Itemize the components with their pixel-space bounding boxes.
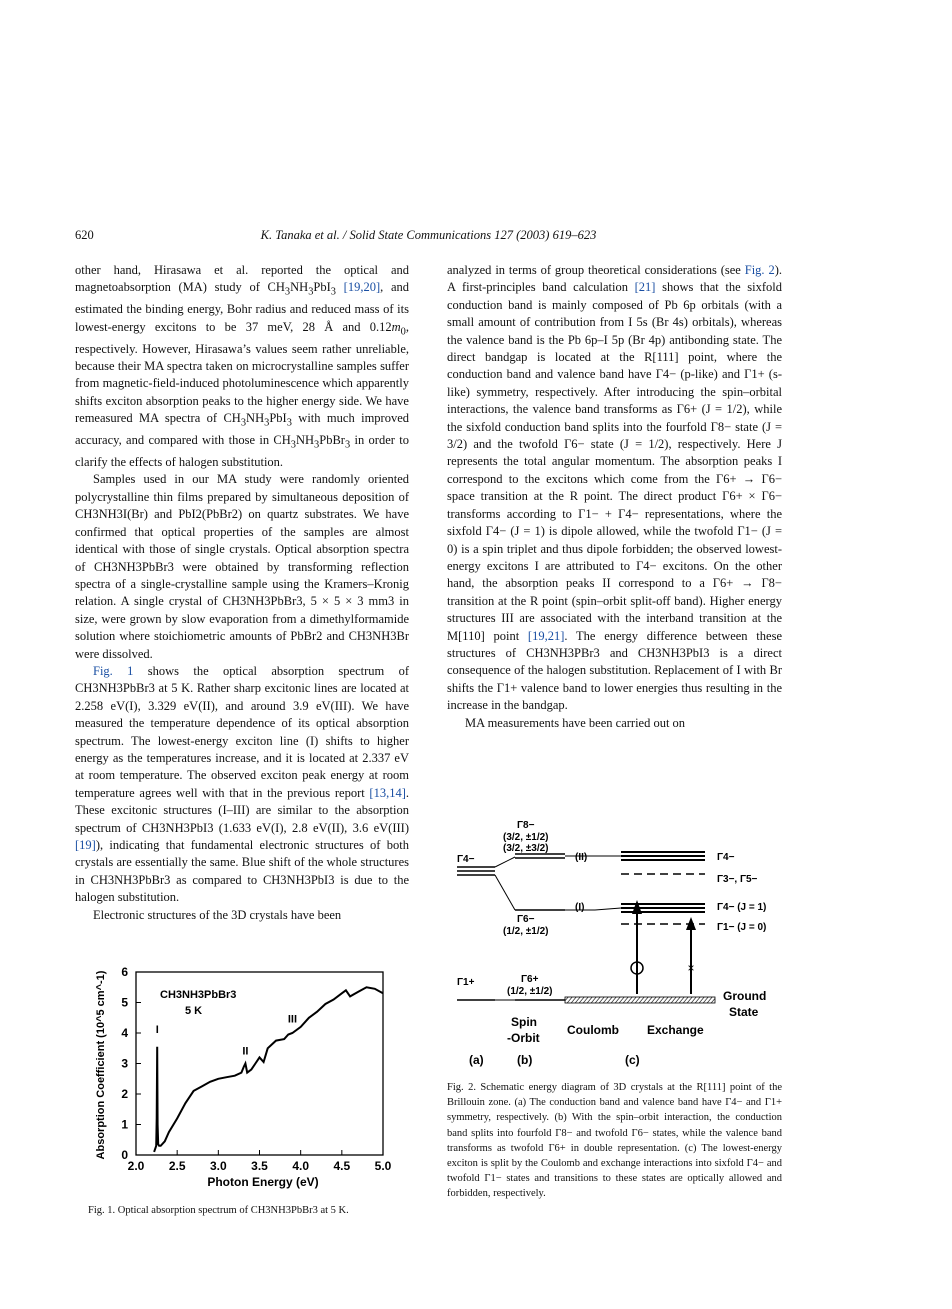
state-label: State: [729, 1005, 759, 1019]
y-tick-label: 3: [121, 1056, 128, 1071]
x-tick-label: 4.5: [333, 1159, 351, 1173]
energy-diagram: [455, 812, 785, 1070]
gamma6m-j-label: (1/2, ±1/2): [503, 926, 549, 937]
x-tick-label: 4.0: [292, 1159, 310, 1173]
ground-label: Ground: [723, 989, 767, 1003]
orbit-label: -Orbit: [507, 1031, 540, 1045]
gamma6p-j-label: (1/2, ±1/2): [507, 986, 553, 997]
gamma8-label: Γ8−: [517, 820, 535, 831]
absorption-chart: [88, 960, 408, 1198]
y-tick-label: 0: [121, 1148, 128, 1162]
level-I-label: (I): [575, 902, 585, 913]
peak-label-III: III: [287, 1013, 298, 1026]
citation-link[interactable]: [19,20]: [343, 280, 381, 295]
figure-link[interactable]: Fig. 1: [93, 663, 134, 678]
chart-sample-label: CH3NH3PbBr3: [160, 989, 237, 1001]
chart-xlabel: Photon Energy (eV): [207, 1175, 319, 1189]
panel-b-label: (b): [517, 1053, 533, 1067]
coulomb-label: Coulomb: [567, 1023, 619, 1037]
right-gamma1-j0-label: Γ1− (J = 0): [717, 922, 767, 933]
x-tick-label: 2.5: [168, 1159, 186, 1173]
right-column: [447, 262, 782, 732]
citation-link[interactable]: [19,21]: [527, 628, 565, 643]
gamma6p-label: Γ6+: [521, 974, 539, 985]
right-gamma35-label: Γ3−, Γ5−: [717, 874, 758, 885]
paragraph: Electronic structures of the 3D crystals have been: [93, 907, 342, 922]
citation-link[interactable]: [19]: [75, 838, 96, 852]
citation-link[interactable]: [13,14]: [369, 785, 406, 800]
figure-link[interactable]: Fig. 2: [744, 263, 775, 277]
right-gamma4-j1-label: Γ4− (J = 1): [717, 902, 767, 913]
left-column: [75, 262, 409, 924]
page-header: [75, 228, 782, 246]
y-tick-label: 6: [121, 965, 128, 979]
paragraph: other hand, Hirasawa et al. reported the optical and magnetoabsorption (MA) study of $CH_3NH_3PbI_3$ [19,20], and estimated the binding energy, Bohr radius and reduced mass of its lowest-energy excitons to be 37 meV, 28 Å and $0.12m_0$, respectively. However, Hirasawa’s values seem rather unreliable, because their MA spectra taken on microcrystalline samples suffer from magnetic-field-induced photoluminescence which apparently shifts exciton absorption peaks to the higher energy side. We have remeasured MA spectra of $CH_3NH_3PbI_3$ with much improved accuracy, and compared with those in $CH_3NH_3PbBr_3$ in order to clarify the effects of halogen substitution.: [75, 263, 409, 470]
chart-temp-label: 5 K: [185, 1005, 203, 1017]
gamma6m-label: Γ6−: [517, 914, 535, 925]
gamma4-cb-label: Γ4−: [457, 854, 475, 865]
y-tick-label: 4: [121, 1026, 128, 1040]
right-gamma4-label: Γ4−: [717, 852, 735, 863]
panel-c-label: (c): [625, 1053, 640, 1067]
x-tick-label: 2.0: [127, 1159, 145, 1173]
x-tick-label: 3.5: [251, 1159, 268, 1173]
exchange-label: Exchange: [647, 1023, 704, 1037]
paragraph: Samples used in our MA study were randomly oriented polycrystalline thin films prepared by simultaneous deposition of CH3NH3I(Br) and PbI2(PbBr2) on quartz substrates. We have confirmed that optical properties of the samples are almost identical with those of single crystals. Optical absorption spectra of CH3NH3PbBr3 were obtained by transforming reflection spectra of a single-crystalline sample using the Kramers–Kronig relation. A single crystal of CH3NH3PbBr3, 5 × 5 × 3 mm3 in size, were grown by slow evaporation from a dimethylformamide solution where stoichiometric amounts of PbBr2 and CH3NH3Br were dissolved.: [75, 472, 409, 661]
x-tick-label: 5.0: [374, 1159, 392, 1173]
peak-label-I: I: [155, 1024, 159, 1036]
running-title: K. Tanaka et al. / Solid State Communications 127 (2003) 619–623: [260, 228, 597, 242]
chart-ylabel: Absorption Coefficient (10^5 cm^-1): [95, 970, 107, 1160]
spin-label: Spin: [511, 1015, 537, 1029]
paragraph: analyzed in terms of group theoretical considerations (see Fig. 2). A first-principles band calculation [21] shows that the sixfold conduction band is mainly composed of Pb 6p orbitals (with a small amount of contribution from I 5s (Br 4s) orbitals), whereas the valence band is the Pb 6p–I 5p (Br 4p) antibonding state. The direct bandgap is located at the R[111] point, where the conduction band and valence band have Γ4− (p-like) and Γ1+ (s-like) symmetry, respectively. After introducing the spin–orbital interactions, the valence band transforms as Γ6+ (J = 1/2), while the sixfold conduction band splits into the fourfold Γ8− state (J = 3/2) and the twofold Γ6− state (J = 1/2), respectively. Here J represents the total angular momentum. The absorption peaks I correspond to the excitons which come from the Γ6+ → Γ6− space transition at the R point. The direct product Γ6+ × Γ6− transforms according to Γ1− + Γ4− representations, where the sixfold Γ4− (J = 1) is dipole allowed, while the twofold Γ1− (J = 0) is a spin triplet and thus dipole forbidden; the observed lowest-energy excitons I are attributed to Γ4− excitons. On the other hand, the absorption peaks II correspond to a Γ6+ → Γ8− transition at the R point (spin–orbit split-off band). Higher energy structures III are associated with the interband transition at the M[110] point [19,21]. The energy difference between these structures of CH3NH3PBr3 and CH3NH3PbI3 is a direct consequence of the halogen substitution. Replacement of I with Br shifts the Γ1+ valence band to lower energies thus resulting in the increase in the bandgap.: [447, 263, 783, 713]
figure1-caption: Fig. 1. Optical absorption spectrum of CH3NH3PbBr3 at 5 K.: [88, 1205, 349, 1216]
page-number: 620: [75, 228, 94, 242]
paragraph: MA measurements have been carried out on: [465, 715, 686, 730]
citation-link[interactable]: [21]: [634, 280, 656, 295]
y-tick-label: 2: [121, 1087, 128, 1101]
gamma8-j2-label: (3/2, ±3/2): [503, 843, 549, 854]
gamma8-j1-label: (3/2, ±1/2): [503, 832, 549, 843]
x-tick-label: 3.0: [209, 1159, 227, 1173]
y-tick-label: 5: [121, 995, 128, 1010]
figure2-caption: Fig. 2. Schematic energy diagram of 3D crystals at the R[111] point of the Brillouin zone. (a) The conduction band and valence band have Γ4− and Γ1+ symmetry, respectively. (b) With the spin–orbit interaction, the conduction band splits into fourfold Γ8− and twofold Γ6− states, while the valence band transforms as twofold Γ6+ in double representation. (c) The lowest-energy exciton is split by the Coulomb and exchange interactions into sixfold Γ4− and twofold Γ1− states and transitions to these states are optically allowed and forbidden, respectively.: [447, 1082, 782, 1200]
level-II-label: (II): [575, 852, 588, 863]
paragraph: Fig. 1 shows the optical absorption spectrum of CH3NH3PbBr3 at 5 K. Rather sharp excitonic lines are located at 2.258 eV(I), 3.329 eV(II), and around 3.9 eV(III). We have measured the temperature dependence of its optical absorption spectrum. The lowest-energy exciton line (I) shifts to higher energy as the temperatures increase, and it is located at 2.337 eV at room temperature. The observed exciton peak energy at room temperature agrees well with that in the previous report [13,14]. These excitonic structures (I–III) are similar to the absorption spectrum of CH3NH3PbI3 (1.633 eV(I), 2.8 eV(II), 3.6 eV(III) [19]), indicating that fundamental electronic structures of both crystals are essentially the same. Blue shift of the whole structures in CH3NH3PbBr3 as compared to CH3NH3PbI3 is due to the halogen substitution.: [75, 663, 410, 905]
panel-a-label: (a): [469, 1053, 484, 1067]
y-tick-label: 1: [121, 1117, 128, 1132]
peak-label-II: II: [242, 1045, 249, 1058]
gamma1p-label: Γ1+: [457, 977, 475, 988]
forbidden-mark: ×: [687, 961, 695, 975]
